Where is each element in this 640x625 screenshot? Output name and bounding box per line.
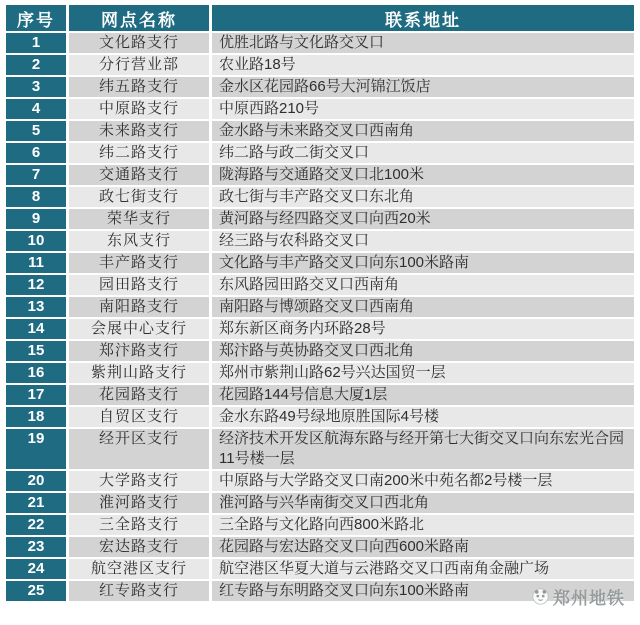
cell-addr: 金水区花园路66号大河锦江饭店 xyxy=(212,77,634,97)
cell-name: 交通路支行 xyxy=(69,165,209,185)
table-row xyxy=(6,515,634,535)
cell-addr: 淮河路与兴华南街交叉口西北角 xyxy=(212,493,634,513)
table-row xyxy=(6,407,634,427)
cell-num: 9 xyxy=(6,209,66,229)
cell-num: 7 xyxy=(6,165,66,185)
cell-addr: 优胜北路与文化路交叉口 xyxy=(212,33,634,53)
cell-addr: 金水东路49号绿地原胜国际4号楼 xyxy=(212,407,634,427)
cell-name: 大学路支行 xyxy=(69,471,209,491)
cell-name: 宏达路支行 xyxy=(69,537,209,557)
cell-addr: 纬二路与政二街交叉口 xyxy=(212,143,634,163)
cell-addr: 郑州市紫荆山路62号兴达国贸一层 xyxy=(212,363,634,383)
cell-num: 23 xyxy=(6,537,66,557)
table-row xyxy=(6,165,634,185)
cell-num: 16 xyxy=(6,363,66,383)
cell-name: 文化路支行 xyxy=(69,33,209,53)
cell-num: 18 xyxy=(6,407,66,427)
cell-name: 郑汴路支行 xyxy=(69,341,209,361)
table-row xyxy=(6,99,634,119)
cell-name: 园田路支行 xyxy=(69,275,209,295)
table-row xyxy=(6,275,634,295)
table-row xyxy=(6,187,634,207)
cell-name: 中原路支行 xyxy=(69,99,209,119)
cell-num: 10 xyxy=(6,231,66,251)
cell-addr: 花园路与宏达路交叉口向西600米路南 xyxy=(212,537,634,557)
table-row xyxy=(6,55,634,75)
cell-name: 东风支行 xyxy=(69,231,209,251)
column-header-address: 联系地址 xyxy=(212,5,634,31)
cell-num: 25 xyxy=(6,581,66,601)
cell-num: 21 xyxy=(6,493,66,513)
cell-num: 20 xyxy=(6,471,66,491)
table-row xyxy=(6,121,634,141)
cell-addr: 花园路144号信息大厦1层 xyxy=(212,385,634,405)
cell-num: 8 xyxy=(6,187,66,207)
cell-num: 15 xyxy=(6,341,66,361)
table-row xyxy=(6,493,634,513)
table-row xyxy=(6,581,634,601)
cell-num: 12 xyxy=(6,275,66,295)
cell-name: 纬五路支行 xyxy=(69,77,209,97)
table-row xyxy=(6,253,634,273)
cell-num: 2 xyxy=(6,55,66,75)
cell-num: 13 xyxy=(6,297,66,317)
cell-name: 丰产路支行 xyxy=(69,253,209,273)
cell-name: 会展中心支行 xyxy=(69,319,209,339)
cell-num: 22 xyxy=(6,515,66,535)
cell-addr: 金水路与未来路交叉口西南角 xyxy=(212,121,634,141)
cell-name: 南阳路支行 xyxy=(69,297,209,317)
table-row xyxy=(6,143,634,163)
cell-addr: 郑东新区商务内环路28号 xyxy=(212,319,634,339)
cell-num: 5 xyxy=(6,121,66,141)
column-header-name: 网点名称 xyxy=(69,5,209,31)
table-row xyxy=(6,341,634,361)
branch-table xyxy=(3,3,637,603)
cell-name: 经开区支行 xyxy=(69,429,209,469)
table-row xyxy=(6,231,634,251)
table-row xyxy=(6,559,634,579)
cell-addr: 红专路与东明路交叉口向东100米路南 xyxy=(212,581,634,601)
cell-addr: 经济技术开发区航海东路与经开第七大街交叉口向东宏光合园11号楼一层 xyxy=(212,429,634,469)
branch-table-container xyxy=(3,3,637,603)
cell-addr: 航空港区华夏大道与云港路交叉口西南角金融广场 xyxy=(212,559,634,579)
cell-addr: 黄河路与经四路交叉口向西20米 xyxy=(212,209,634,229)
cell-addr: 陇海路与交通路交叉口北100米 xyxy=(212,165,634,185)
cell-name: 紫荆山路支行 xyxy=(69,363,209,383)
cell-addr: 农业路18号 xyxy=(212,55,634,75)
column-header-number: 序号 xyxy=(6,5,66,31)
cell-num: 4 xyxy=(6,99,66,119)
table-row xyxy=(6,297,634,317)
cell-addr: 文化路与丰产路交叉口向东100米路南 xyxy=(212,253,634,273)
cell-num: 17 xyxy=(6,385,66,405)
cell-name: 红专路支行 xyxy=(69,581,209,601)
cell-addr: 中原路与大学路交叉口南200米中苑名都2号楼一层 xyxy=(212,471,634,491)
cell-addr: 经三路与农科路交叉口 xyxy=(212,231,634,251)
cell-name: 淮河路支行 xyxy=(69,493,209,513)
table-body xyxy=(6,33,634,601)
watermark-text: 郑州地铁 xyxy=(553,589,625,608)
cell-num: 11 xyxy=(6,253,66,273)
cell-addr: 三全路与文化路向西800米路北 xyxy=(212,515,634,535)
cell-name: 航空港区支行 xyxy=(69,559,209,579)
cell-addr: 中原西路210号 xyxy=(212,99,634,119)
table-row xyxy=(6,363,634,383)
cell-addr: 政七街与丰产路交叉口东北角 xyxy=(212,187,634,207)
cell-num: 1 xyxy=(6,33,66,53)
cell-name: 未来路支行 xyxy=(69,121,209,141)
cell-num: 6 xyxy=(6,143,66,163)
cell-name: 纬二路支行 xyxy=(69,143,209,163)
cell-num: 3 xyxy=(6,77,66,97)
table-header-row xyxy=(6,5,634,31)
cell-num: 24 xyxy=(6,559,66,579)
table-row xyxy=(6,77,634,97)
cell-addr: 南阳路与博颂路交叉口西南角 xyxy=(212,297,634,317)
cell-num: 19 xyxy=(6,429,66,469)
table-row xyxy=(6,209,634,229)
cell-addr: 东风路园田路交叉口西南角 xyxy=(212,275,634,295)
table-row xyxy=(6,385,634,405)
cell-name: 分行营业部 xyxy=(69,55,209,75)
cell-name: 自贸区支行 xyxy=(69,407,209,427)
table-row xyxy=(6,319,634,339)
cell-name: 政七街支行 xyxy=(69,187,209,207)
table-row xyxy=(6,471,634,491)
cell-name: 花园路支行 xyxy=(69,385,209,405)
cell-name: 三全路支行 xyxy=(69,515,209,535)
table-row xyxy=(6,429,634,469)
table-row xyxy=(6,33,634,53)
cell-name: 荣华支行 xyxy=(69,209,209,229)
table-row xyxy=(6,537,634,557)
cell-addr: 郑汴路与英协路交叉口西北角 xyxy=(212,341,634,361)
cell-num: 14 xyxy=(6,319,66,339)
